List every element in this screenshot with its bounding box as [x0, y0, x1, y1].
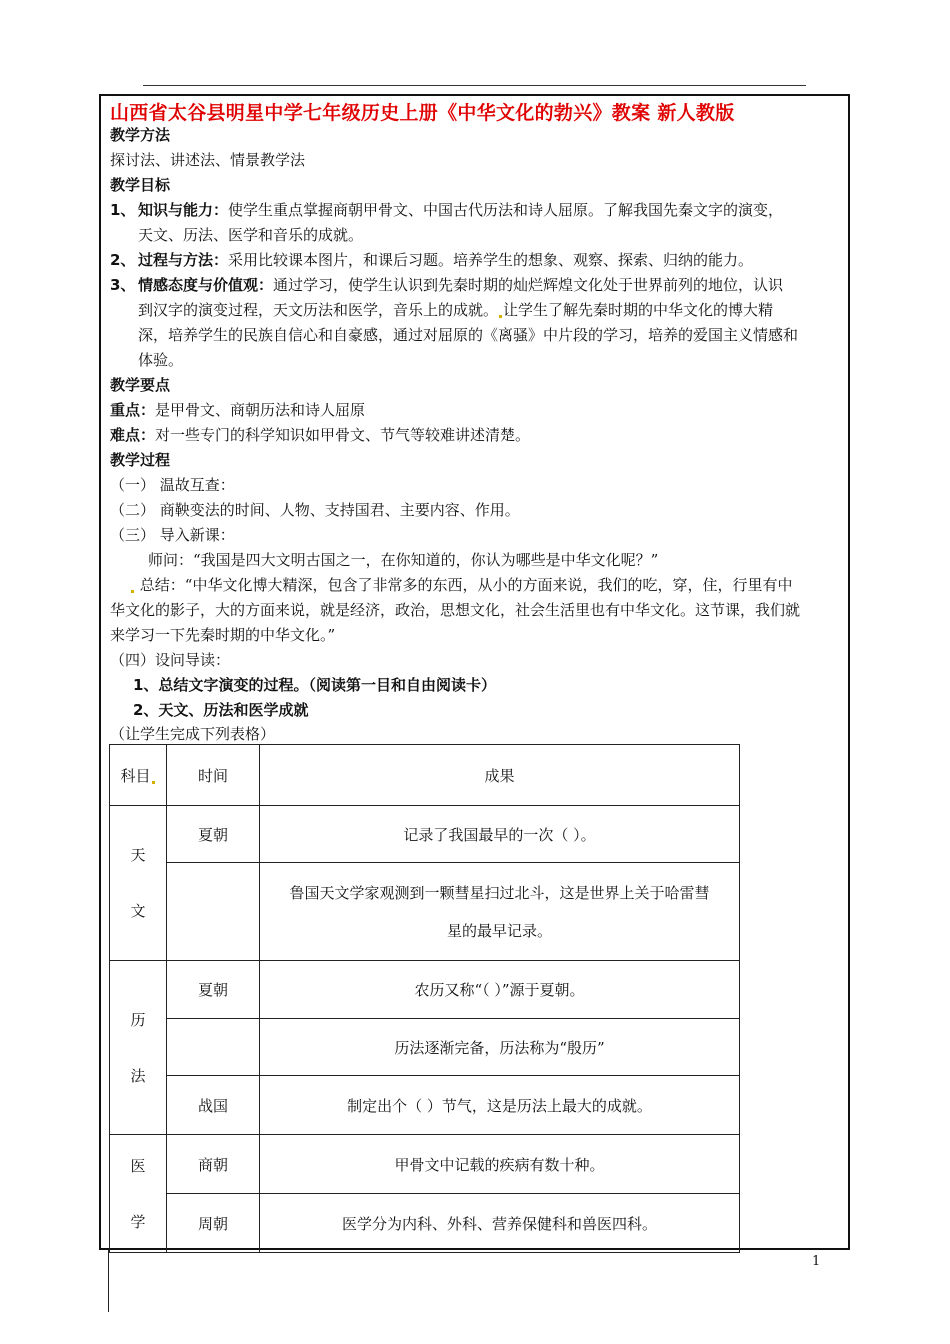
- header-subject: 科目: [110, 745, 167, 806]
- goal-1: [110, 200, 783, 220]
- page-number: 1: [812, 1254, 821, 1269]
- table-header-row: [110, 745, 740, 806]
- speck-mark: [499, 315, 502, 318]
- goal-2-label: 过程与方法：: [138, 251, 229, 269]
- speck-mark: [152, 781, 155, 784]
- cell-time: 周朝: [167, 1194, 260, 1253]
- summary-line-2: 华文化的影子，大的方面来说，就是经济，政治，思想文化，社会生活里也有中华文化。这节课，我们就: [110, 601, 801, 619]
- subject-medicine: 医 学: [110, 1135, 167, 1253]
- key-label: 重点：: [110, 401, 156, 419]
- difficulty-label: 难点：: [110, 426, 156, 444]
- goal-3-text-2: 到汉字的演变过程，天文历法和医学，音乐上的成就。: [138, 301, 499, 319]
- method-heading: 教学方法: [110, 126, 171, 144]
- keypoints-heading: 教学要点: [110, 376, 171, 394]
- summary-line-1: [130, 575, 792, 595]
- process-step-4: （四）设问导读：: [110, 651, 231, 669]
- key-text: 是甲骨文、商朝历法和诗人屈原: [155, 401, 366, 419]
- table-row: [110, 1076, 740, 1135]
- teacher-question: 师问：“我国是四大文明古国之一，在你知道的，你认为哪些是中华文化呢？”: [148, 551, 659, 569]
- summary-line-3: 来学习一下先秦时期的中华文化。”: [110, 626, 336, 644]
- goal-3-text-4: 体验。: [138, 351, 184, 369]
- cell-result: 记录了我国最早的一次（ ）。: [260, 806, 740, 863]
- margin-line: [108, 1250, 109, 1312]
- document-title: 山西省太谷县明星中学七年级历史上册《中华文化的勃兴》教案 新人教版: [110, 102, 735, 124]
- cell-result: 农历又称“（ ）”源于夏朝。: [260, 961, 740, 1019]
- process-step-2: （二） 商鞅变法的时间、人物、支持国君、主要内容、作用。: [110, 501, 520, 519]
- goal-3: [110, 275, 783, 295]
- guide-3: （让学生完成下列表格）: [110, 725, 276, 743]
- cell-result: 历法逐渐完备，历法称为“殷历”: [260, 1019, 740, 1076]
- goal-2: [110, 250, 753, 270]
- goal-3-text-3: 深，培养学生的民族自信心和自豪感，通过对屈原的《离骚》中片段的学习，培养的爱国主义情感和: [138, 326, 799, 344]
- table-row: [110, 806, 740, 863]
- process-step-1: （一） 温故互查：: [110, 476, 235, 494]
- cell-result: 甲骨文中记载的疾病有数十种。: [260, 1135, 740, 1194]
- cell-time: 夏朝: [167, 961, 260, 1019]
- table-row: [110, 1135, 740, 1194]
- cell-result: 医学分为内科、外科、营养保健科和兽医四科。: [260, 1194, 740, 1253]
- guide-1: 1、总结文字演变的过程。（阅读第一目和自由阅读卡）: [133, 676, 496, 694]
- table-row: [110, 1019, 740, 1076]
- cell-time: 夏朝: [167, 806, 260, 863]
- subject-calendar: 历 法: [110, 961, 167, 1135]
- method-text: 探讨法、讲述法、情景教学法: [110, 151, 306, 169]
- cell-time: 商朝: [167, 1135, 260, 1194]
- cell-time-empty: [167, 863, 260, 961]
- goals-heading: 教学目标: [110, 176, 171, 194]
- goal-3-text-cont: [138, 300, 773, 320]
- subject-astronomy: 天 文: [110, 806, 167, 961]
- difficulty-text: 对一些专门的科学知识如甲骨文、节气等较难讲述清楚。: [155, 426, 531, 444]
- header-result: 成果: [260, 745, 740, 806]
- goal-3-num: 3、: [110, 276, 136, 294]
- table-row: [110, 1194, 740, 1253]
- cell-time: 战国: [167, 1076, 260, 1135]
- goal-3-text: 通过学习，使学生认识到先秦时期的灿烂辉煌文化处于世界前列的地位，认识: [273, 276, 784, 294]
- goal-1-label: 知识与能力：: [138, 201, 229, 219]
- cell-result: 鲁国天文学家观测到一颗彗星扫过北斗，这是世界上关于哈雷彗 星的最早记录。: [260, 863, 740, 961]
- header-time: 时间: [167, 745, 260, 806]
- process-heading: 教学过程: [110, 451, 171, 469]
- goal-3-label: 情感态度与价值观：: [138, 276, 274, 294]
- guide-2: 2、天文、历法和医学成就: [133, 701, 309, 719]
- header-rule: [143, 85, 806, 86]
- cell-result: 制定出个（ ）节气，这是历法上最大的成就。: [260, 1076, 740, 1135]
- speck-mark: [131, 590, 134, 593]
- keypoint-key: [110, 400, 365, 420]
- table-row: [110, 863, 740, 961]
- achievements-table: [109, 744, 740, 1253]
- process-step-3: （三） 导入新课：: [110, 526, 235, 544]
- goal-2-text: 采用比较课本图片，和课后习题。培养学生的想象、观察、探索、归纳的能力。: [228, 251, 754, 269]
- goal-1-text: 使学生重点掌握商朝甲骨文、中国古代历法和诗人屈原。了解我国先秦文字的演变，: [228, 201, 784, 219]
- table-row: [110, 961, 740, 1019]
- keypoint-difficulty: [110, 425, 530, 445]
- goal-1-text-cont: 天文、历法、医学和音乐的成就。: [138, 226, 364, 244]
- summary-text-1: 总结：“中华文化博大精深，包含了非常多的东西，从小的方面来说，我们的吃，穿，住，行里有中: [139, 576, 793, 594]
- goal-2-num: 2、: [110, 251, 136, 269]
- cell-time-empty: [167, 1019, 260, 1076]
- goal-3-text-2b: 让学生了解先秦时期的中华文化的博大精: [503, 301, 774, 319]
- goal-1-num: 1、: [110, 201, 136, 219]
